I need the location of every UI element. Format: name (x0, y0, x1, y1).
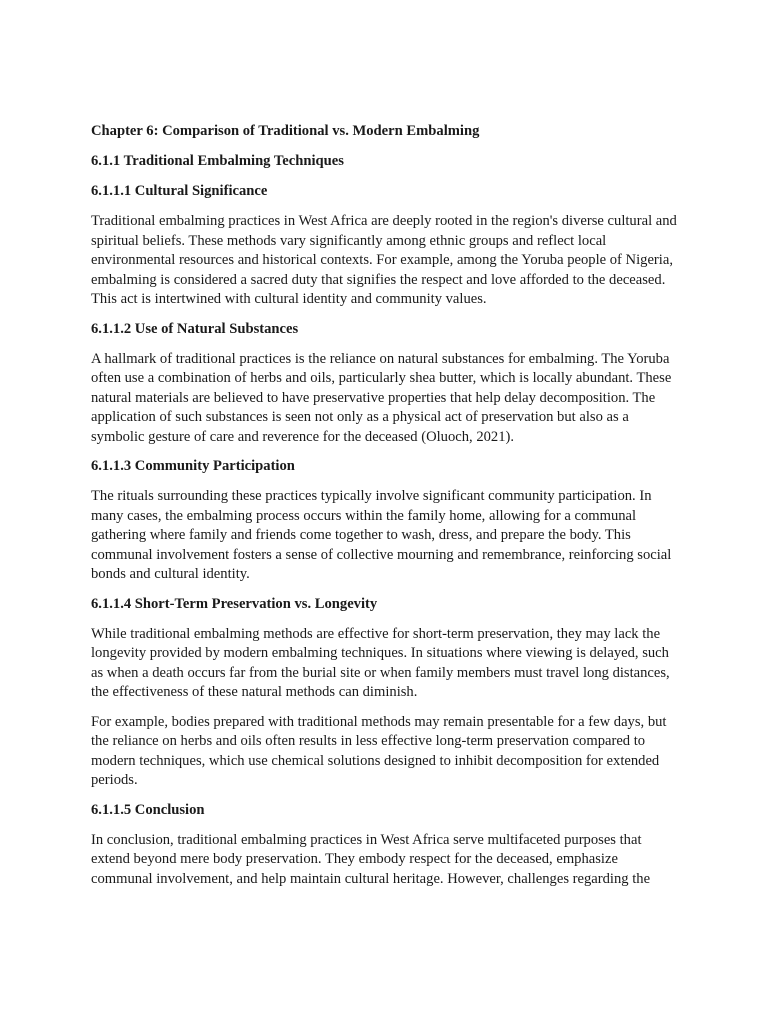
paragraph: The rituals surrounding these practices typically involve significant community participation. In many cases, the embalming process occurs within the family home, allowing for a communal gathering where family and friends come together to wash, dress, and prepare the body. This communal involvement fosters a sense of collective mourning and remembrance, reinforcing social bonds and cultural identity. (91, 488, 672, 582)
paragraph: In conclusion, traditional embalming practices in West Africa serve multifaceted purposes that extend beyond mere body preservation. They embody respect for the deceased, emphasize communal involvement, and help maintain cultural heritage. However, challenges regarding the (91, 831, 651, 887)
paragraph: While traditional embalming methods are effective for short-term preservation, they may lack the longevity provided by modern embalming techniques. In situations where viewing is delayed, such as when a death occurs far from the burial site or when family members must travel long distances, the effectiveness of these natural methods can diminish. (91, 625, 670, 700)
section-heading: 6.1.1.5 Conclusion (91, 801, 205, 818)
section-heading: 6.1.1.3 Community Participation (91, 458, 295, 474)
document-page (91, 122, 683, 899)
section-heading: 6.1.1.1 Cultural Significance (91, 183, 268, 199)
paragraph: A hallmark of traditional practices is the reliance on natural substances for embalming. The Yoruba often use a combination of herbs and oils, particularly shea butter, which is locally abundant. These natural materials are believed to have preservative properties that help delay decomposition. The application of such substances is seen not only as a physical act of preservation but also as a symbolic gesture of care and reverence for the deceased (Oluoch, 2021). (91, 350, 672, 445)
section-title: 6.1.1 Traditional Embalming Techniques (91, 153, 344, 169)
chapter-title: Chapter 6: Comparison of Traditional vs. Modern Embalming (91, 123, 480, 139)
section-natural-substances (91, 320, 683, 448)
section-community-participation (91, 457, 683, 585)
section-heading: 6.1.1.2 Use of Natural Substances (91, 320, 299, 337)
paragraph: For example, bodies prepared with traditional methods may remain presentable for a few days, but the reliance on herbs and oils often results in less effective long-term preservation compared to modern techniques, which use chemical solutions designed to inhibit decomposition for extended periods. (91, 713, 667, 788)
section-conclusion (91, 801, 683, 890)
paragraph: Traditional embalming practices in West Africa are deeply rooted in the region's diverse cultural and spiritual beliefs. These methods vary significantly among ethnic groups and reflect local environmental resources and historical contexts. For example, among the Yoruba people of Nigeria, embalming is considered a sacred duty that signifies the respect and love afforded to the deceased. This act is intertwined with cultural identity and community values. (91, 213, 677, 307)
section-preservation-longevity (91, 595, 683, 791)
section-cultural-significance (91, 182, 683, 310)
section-heading: 6.1.1.4 Short-Term Preservation vs. Longevity (91, 595, 378, 612)
